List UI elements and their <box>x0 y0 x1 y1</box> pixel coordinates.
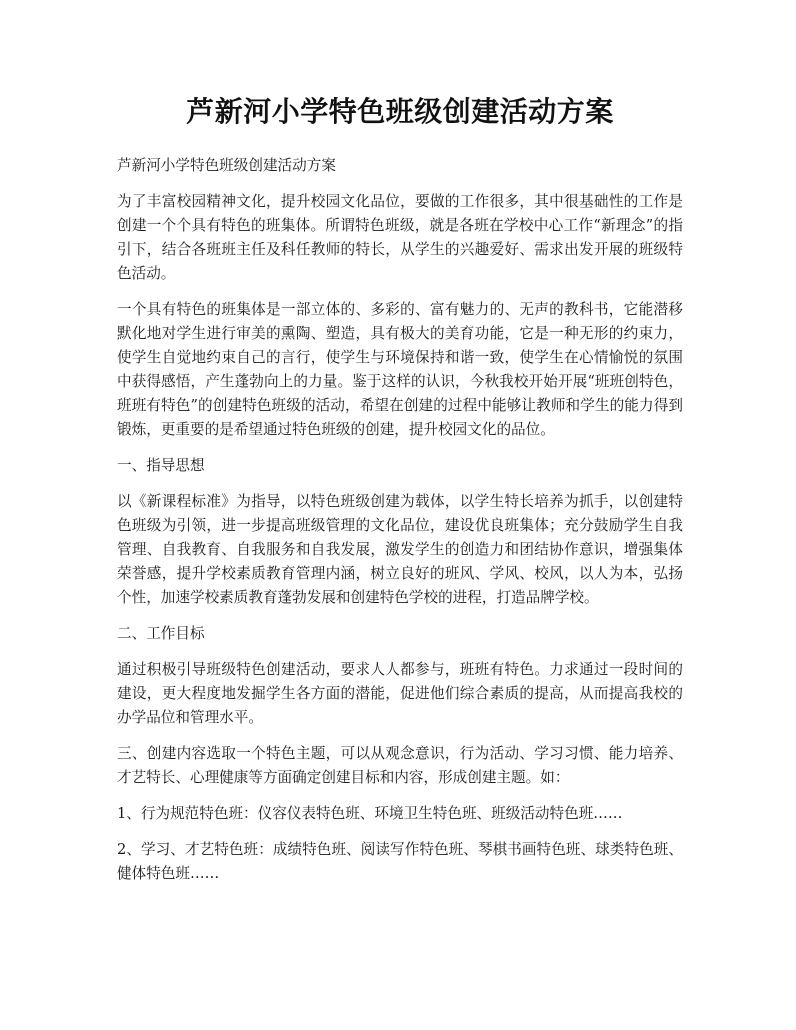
document-subtitle: 芦新河小学特色班级创建活动方案 <box>117 157 336 174</box>
section-body-work-goals: 通过积极引导班级特色创建活动，要求人人都参与，班班有特色。力求通过一段时间的建设，更大程度地发掘学生各方面的潜能，促进他们综合素质的提高，从而提高我校的办学品位和管理水平。 <box>117 661 683 726</box>
section-body-guiding-ideology: 以《新课程标准》为指导，以特色班级创建为载体，以学生特长培养为抓手，以创建特色班级为引领，进一步提高班级管理的文化品位，建设优良班集体；充分鼓励学生自我管理、自我教育、自我服务和自我发展，激发学生的创造力和团结协作意识，增强集体荣誉感，提升学校素质教育管理内涵，树立良好的班风、学风、校风，以人为本，弘扬个性，加速学校素质教育蓬勃发展和创建特色学校的进程，打造品牌学校。 <box>117 493 683 606</box>
document-title: 芦新河小学特色班级创建活动方案 <box>186 95 614 128</box>
intro-paragraph-1: 为了丰富校园精神文化，提升校园文化品位，要做的工作很多，其中很基础性的工作是创建一个个具有特色的班集体。所谓特色班级，就是各班在学校中心工作“新理念”的指引下，结合各班班主任及科任教师的特长，从学生的兴趣爱好、需求出发开展的班级特色活动。 <box>117 193 683 282</box>
document-page <box>117 92 683 898</box>
list-item-study-talent-class: 2、学习、才艺特色班：成绩特色班、阅读写作特色班、琴棋书画特色班、球类特色班、健体特色班…… <box>117 841 683 882</box>
intro-paragraph-2: 一个具有特色的班集体是一部立体的、多彩的、富有魅力的、无声的教科书，它能潜移默化地对学生进行审美的熏陶、塑造，具有极大的美育功能，它是一种无形的约束力，使学生自觉地约束自己的言行，使学生与环境保持和谐一致，使学生在心情愉悦的氛围中获得感悟，产生蓬勃向上的力量。鉴于这样的认识，今秋我校开始开展“班班创特色，班班有特色”的创建特色班级的活动，希望在创建的过程中能够让教师和学生的能力得到锻炼，更重要的是希望通过特色班级的创建，提升校园文化的品位。 <box>117 301 683 438</box>
section-heading-work-goals: 二、工作目标 <box>117 625 205 642</box>
section-body-content: 三、创建内容选取一个特色主题，可以从观念意识，行为活动、学习习惯、能力培养、才艺特长、心理健康等方面确定创建目标和内容，形成创建主题。如： <box>117 745 683 786</box>
list-item-behavior-class: 1、行为规范特色班：仪容仪表特色班、环境卫生特色班、班级活动特色班…… <box>117 805 623 822</box>
section-heading-guiding-ideology: 一、指导思想 <box>117 457 205 474</box>
